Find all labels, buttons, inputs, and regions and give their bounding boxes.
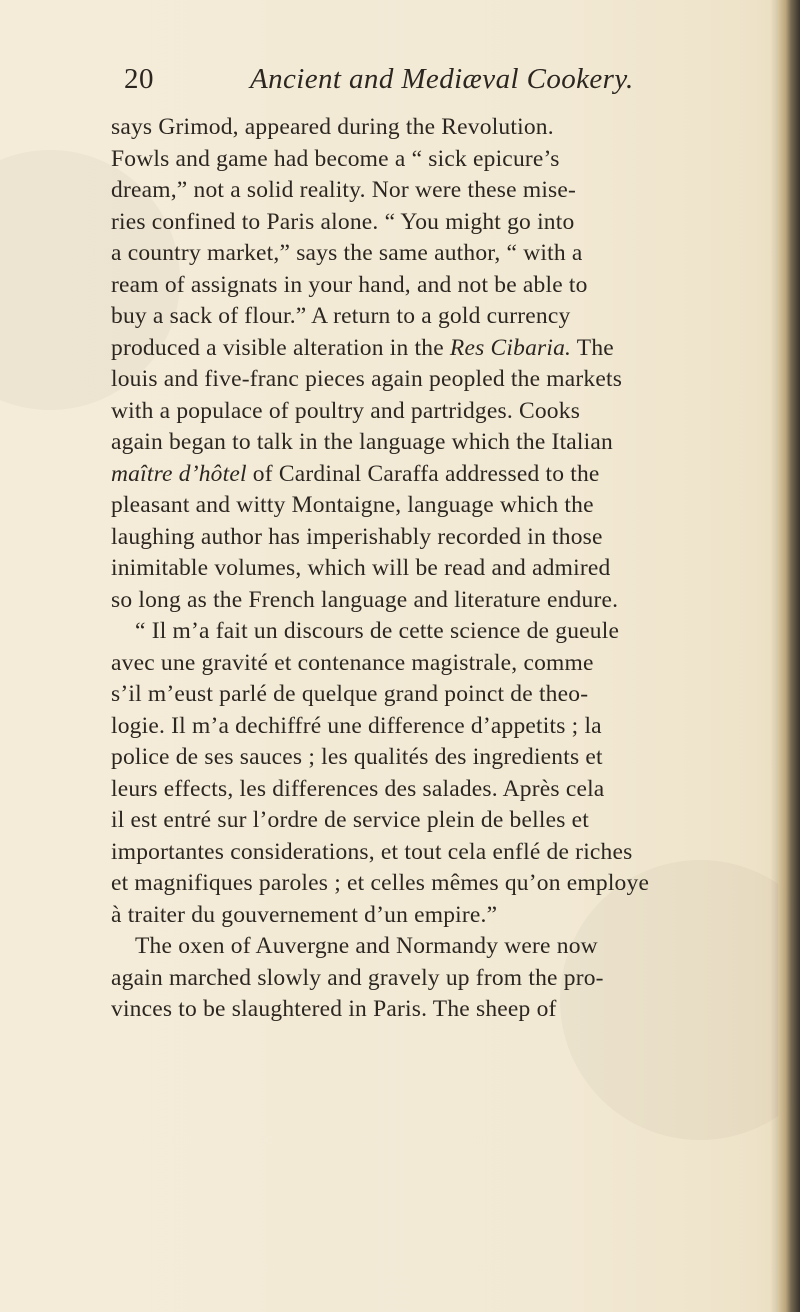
quote-line: leurs effects, les differences des salades. Après cela <box>111 775 605 802</box>
running-title: Ancient and Mediæval Cookery. <box>250 63 634 95</box>
quote-line: logie. Il m’a dechiffré une difference d’appetits ; la <box>111 712 602 739</box>
text-line: inimitable volumes, which will be read and admired <box>111 555 611 581</box>
text-line: laughing author has imperishably recorded in those <box>111 523 603 550</box>
page-header <box>124 58 664 100</box>
text-line: louis and five-franc pieces again peopled the markets <box>111 366 623 392</box>
text-line: with a populace of poultry and partridges. Cooks <box>111 397 581 424</box>
text-line: again marched slowly and gravely up from the pro- <box>111 964 604 991</box>
page-edge <box>778 0 800 1312</box>
text-line-with-italic <box>111 333 751 365</box>
text-line-before-italic: produced a visible alteration in the <box>111 334 450 361</box>
text-line-after-italic: The <box>571 334 614 361</box>
text-line: so long as the French language and literature endure. <box>111 586 619 613</box>
quote-line: avec une gravité et contenance magistrale, comme <box>111 649 594 676</box>
text-line: The oxen of Auvergne and Normandy were now <box>135 933 598 959</box>
quote-line: “ Il m’a fait un discours de cette science de gueule <box>135 618 620 644</box>
text-line: vinces to be slaughtered in Paris. The sheep of <box>111 996 557 1022</box>
quote-line: et magnifiques paroles ; et celles mêmes qu’on employe <box>111 870 650 896</box>
page-number: 20 <box>124 63 154 95</box>
text-line: a country market,” says the same author, “ with a <box>111 240 583 266</box>
text-line: pleasant and witty Montaigne, language which the <box>111 492 594 518</box>
quote-line: importantes considerations, et tout cela enflé de riches <box>111 838 633 865</box>
text-line: ream of assignats in your hand, and not be able to <box>111 271 588 298</box>
text-line: says Grimod, appeared during the Revolution. <box>111 114 554 140</box>
body-text <box>111 112 751 1026</box>
text-line-with-italic <box>111 459 751 491</box>
quote-line: à traiter du gouvernement d’un empire.” <box>111 901 498 928</box>
text-line: dream,” not a solid reality. Nor were these mise- <box>111 177 577 203</box>
quote-line: il est entré sur l’ordre de service plein de belles et <box>111 807 590 833</box>
italic-phrase-res-cibaria: Res Cibaria. <box>449 334 572 361</box>
quote-line: police de ses sauces ; les qualités des ingredients et <box>111 744 603 770</box>
text-line-after-italic: of Cardinal Caraffa addressed to the <box>246 460 600 487</box>
text-line: ries confined to Paris alone. “ You might go into <box>111 208 575 235</box>
text-line: Fowls and game had become a “ sick epicure’s <box>111 145 560 172</box>
text-line: buy a sack of flour.” A return to a gold currency <box>111 303 571 329</box>
italic-phrase-maitre-dhotel: maître d’hôtel <box>111 460 247 487</box>
quote-line: s’il m’eust parlé de quelque grand poinct de theo- <box>111 681 589 707</box>
text-line: again began to talk in the language which the Italian <box>111 429 613 455</box>
